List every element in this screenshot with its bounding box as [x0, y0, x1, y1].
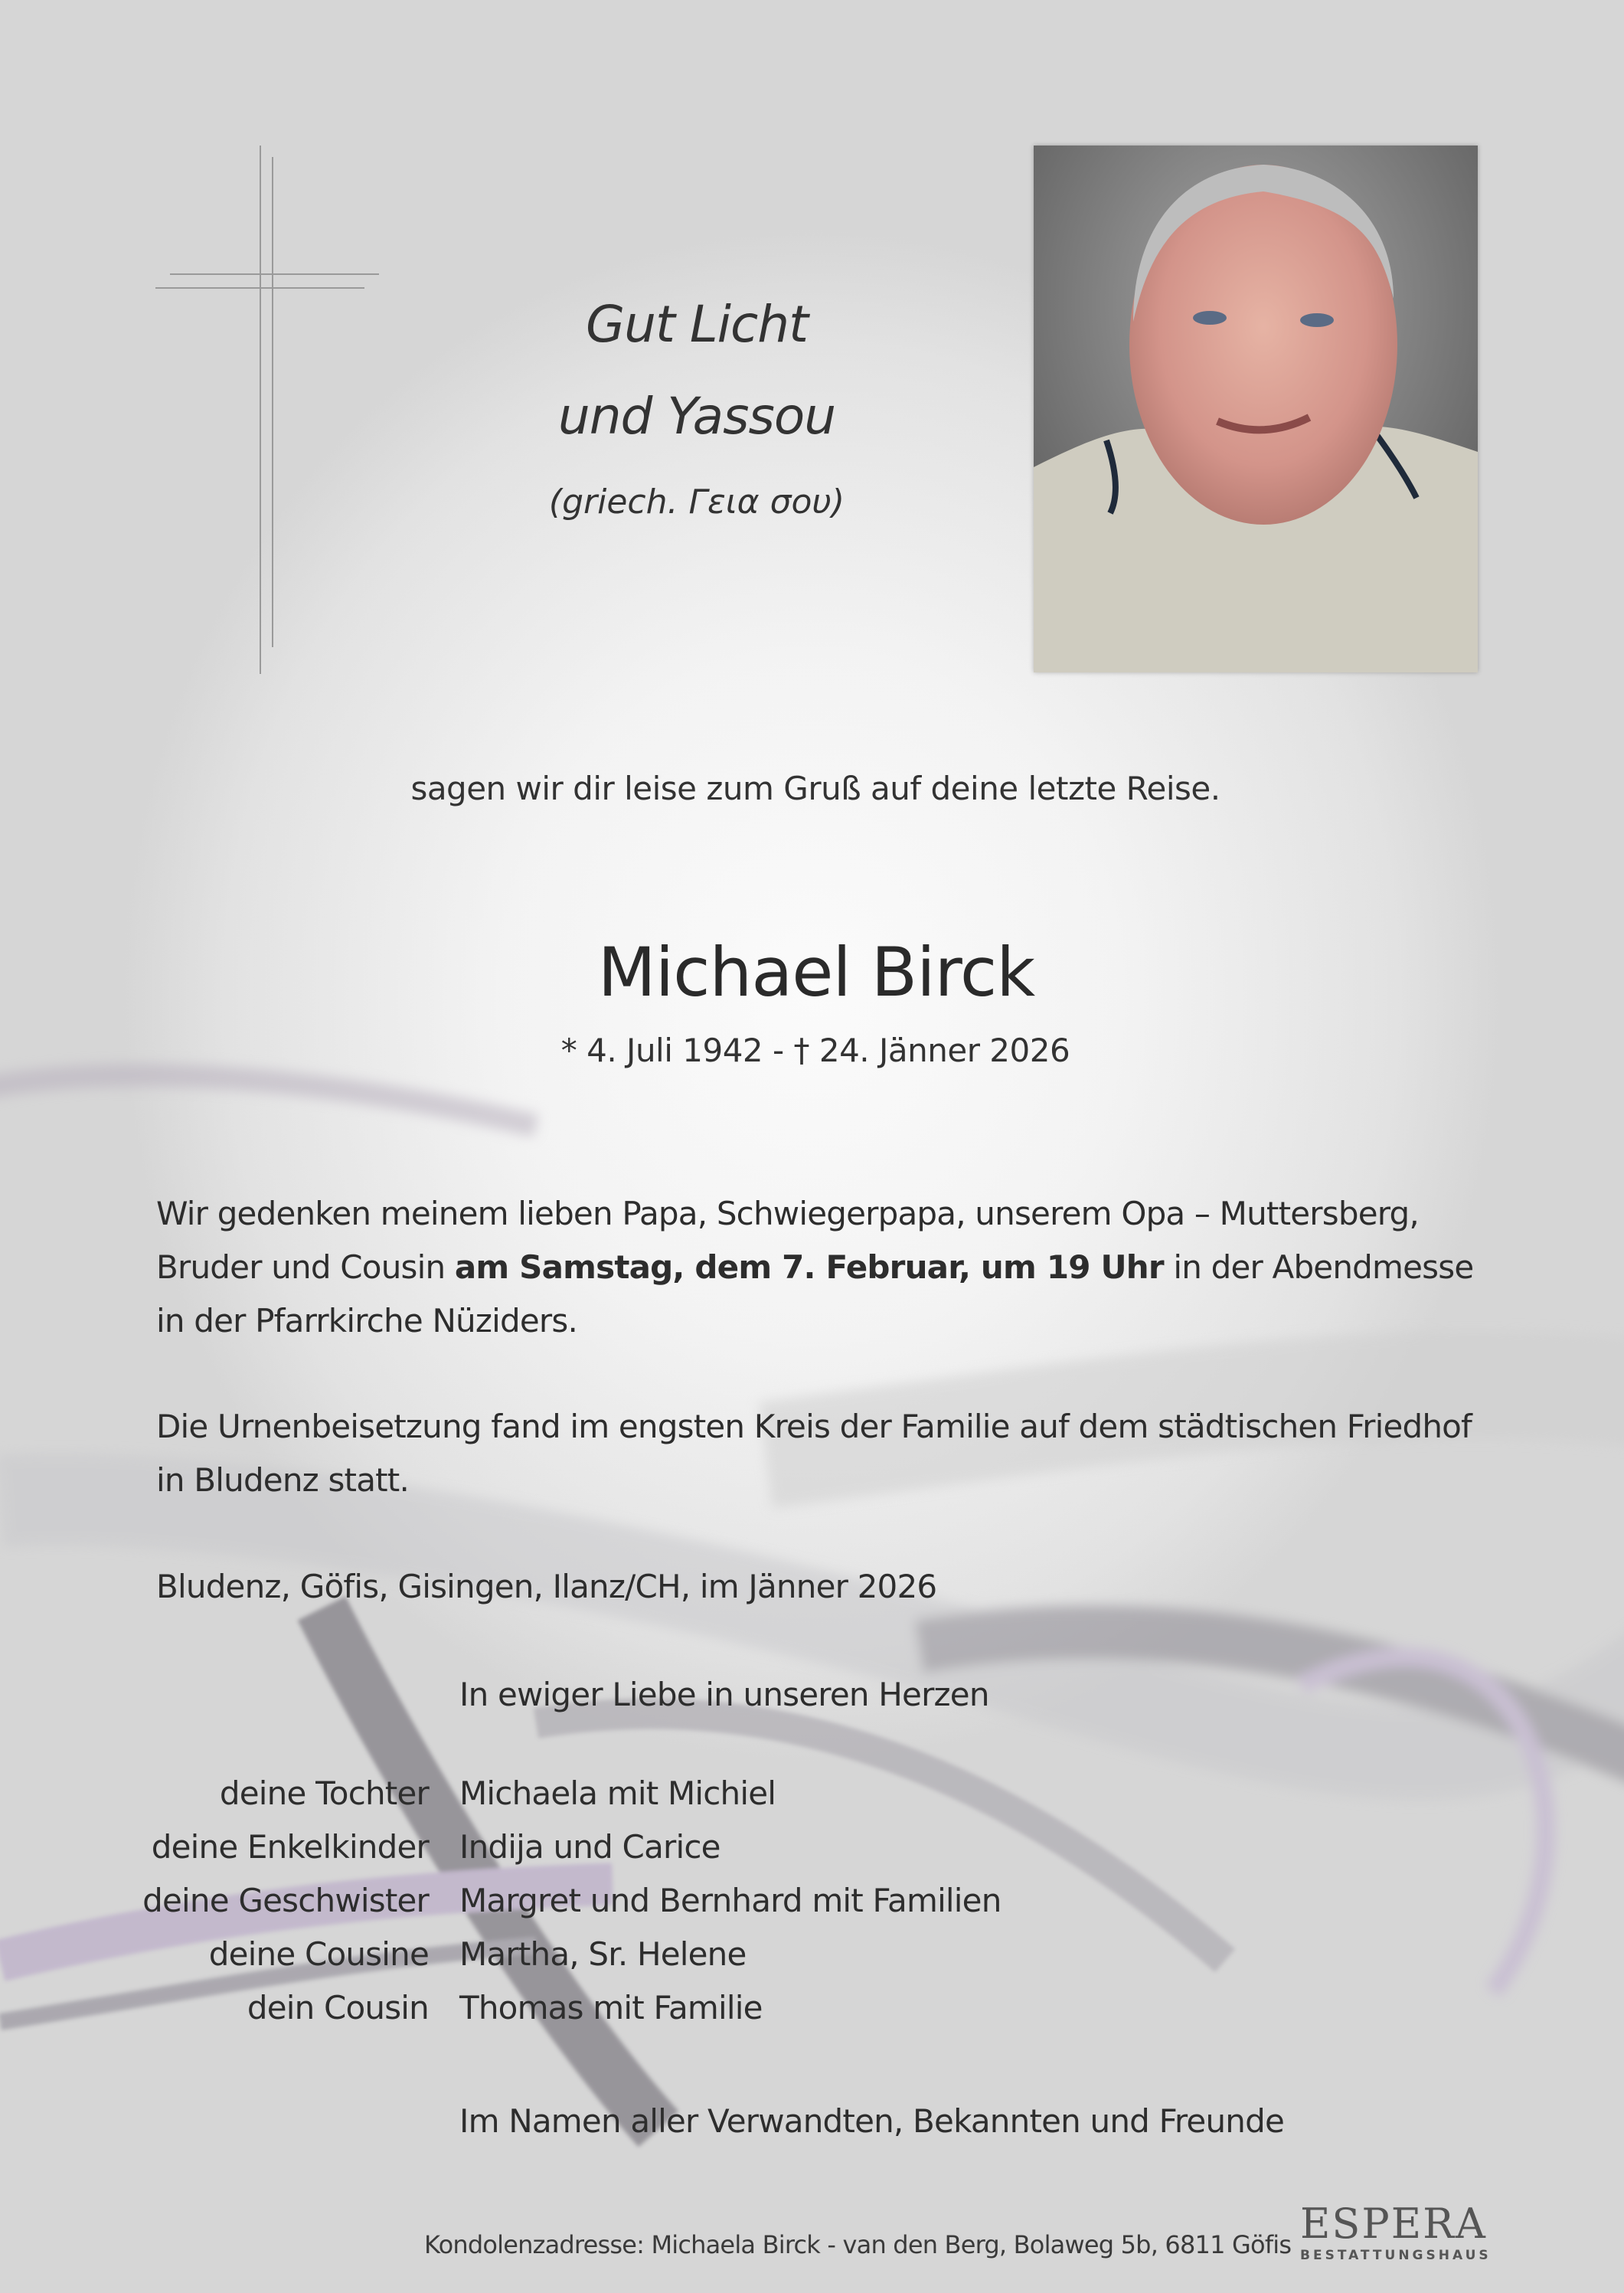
service-datetime: am Samstag, dem 7. Februar, um 19 Uhr [454, 1248, 1164, 1286]
relative-names: Indija und Carice [459, 1828, 721, 1866]
motto-greek: Γεια σου [688, 482, 832, 522]
memorial-paragraph-line-1: Wir gedenken meinem lieben Papa, Schwiegerpapa, unserem Opa – Muttersberg, [156, 1195, 1419, 1232]
motto-translation-prefix: (griech. [548, 482, 689, 522]
funeral-home-logo [1300, 2200, 1492, 2263]
burial-paragraph-line-1: Die Urnenbeisetzung fand im engsten Kreis der Familie auf dem städtischen Friedhof [156, 1408, 1472, 1445]
motto-line-2: und Yassou [557, 387, 836, 446]
intro-line: sagen wir dir leise zum Gruß auf deine letzte Reise. [410, 770, 1220, 807]
memorial-paragraph-line-2 [156, 1241, 1473, 1294]
memorial-paragraph-line-2-pre: Bruder und Cousin [156, 1248, 455, 1286]
memorial-paragraph-line-3: in der Pfarrkirche Nüziders. [156, 1302, 577, 1339]
motto-line-1: Gut Licht [586, 295, 808, 354]
deceased-name: Michael Birck [597, 933, 1035, 1012]
relative-row [0, 1882, 1624, 1935]
logo-name: ESPERA [1300, 2200, 1487, 2248]
relative-row [0, 1935, 1624, 1989]
condolence-address: Kondolenzadresse: Michaela Birck - van den Berg, Bolaweg 5b, 6811 Göfis [424, 2230, 1292, 2259]
life-dates: * 4. Juli 1942 - † 24. Jänner 2026 [560, 1032, 1070, 1069]
relative-row [0, 1775, 1624, 1828]
burial-paragraph [156, 1400, 1472, 1507]
relative-names: Thomas mit Familie [459, 1989, 763, 2026]
place-date: Bludenz, Göfis, Gisingen, Ilanz/CH, im Jänner 2026 [156, 1568, 937, 1605]
relative-label: deine Enkelkinder [151, 1828, 429, 1866]
logo-subtitle: BESTATTUNGSHAUS [1300, 2248, 1492, 2263]
relative-names: Margret und Bernhard mit Familien [459, 1882, 1002, 1919]
motto-translation-suffix: ) [831, 482, 845, 522]
relative-names: Martha, Sr. Helene [459, 1935, 747, 1973]
memorial-paragraph [156, 1187, 1473, 1348]
burial-paragraph-line-2: in Bludenz statt. [156, 1461, 410, 1499]
relative-row [0, 1989, 1624, 2043]
relative-row [0, 1828, 1624, 1882]
relative-label: deine Cousine [208, 1935, 429, 1973]
memorial-paragraph-line-2-post: in der Abendmesse [1163, 1248, 1474, 1286]
relative-label: deine Tochter [219, 1775, 429, 1812]
motto-translation [467, 482, 926, 522]
portrait-photo [1034, 146, 1478, 672]
relative-label: deine Geschwister [142, 1882, 429, 1919]
relative-names: Michaela mit Michiel [459, 1775, 776, 1812]
closing-line: Im Namen aller Verwandten, Bekannten und Freunde [459, 2102, 1284, 2140]
relative-label: dein Cousin [247, 1989, 429, 2026]
love-line: In ewiger Liebe in unseren Herzen [459, 1676, 989, 1713]
